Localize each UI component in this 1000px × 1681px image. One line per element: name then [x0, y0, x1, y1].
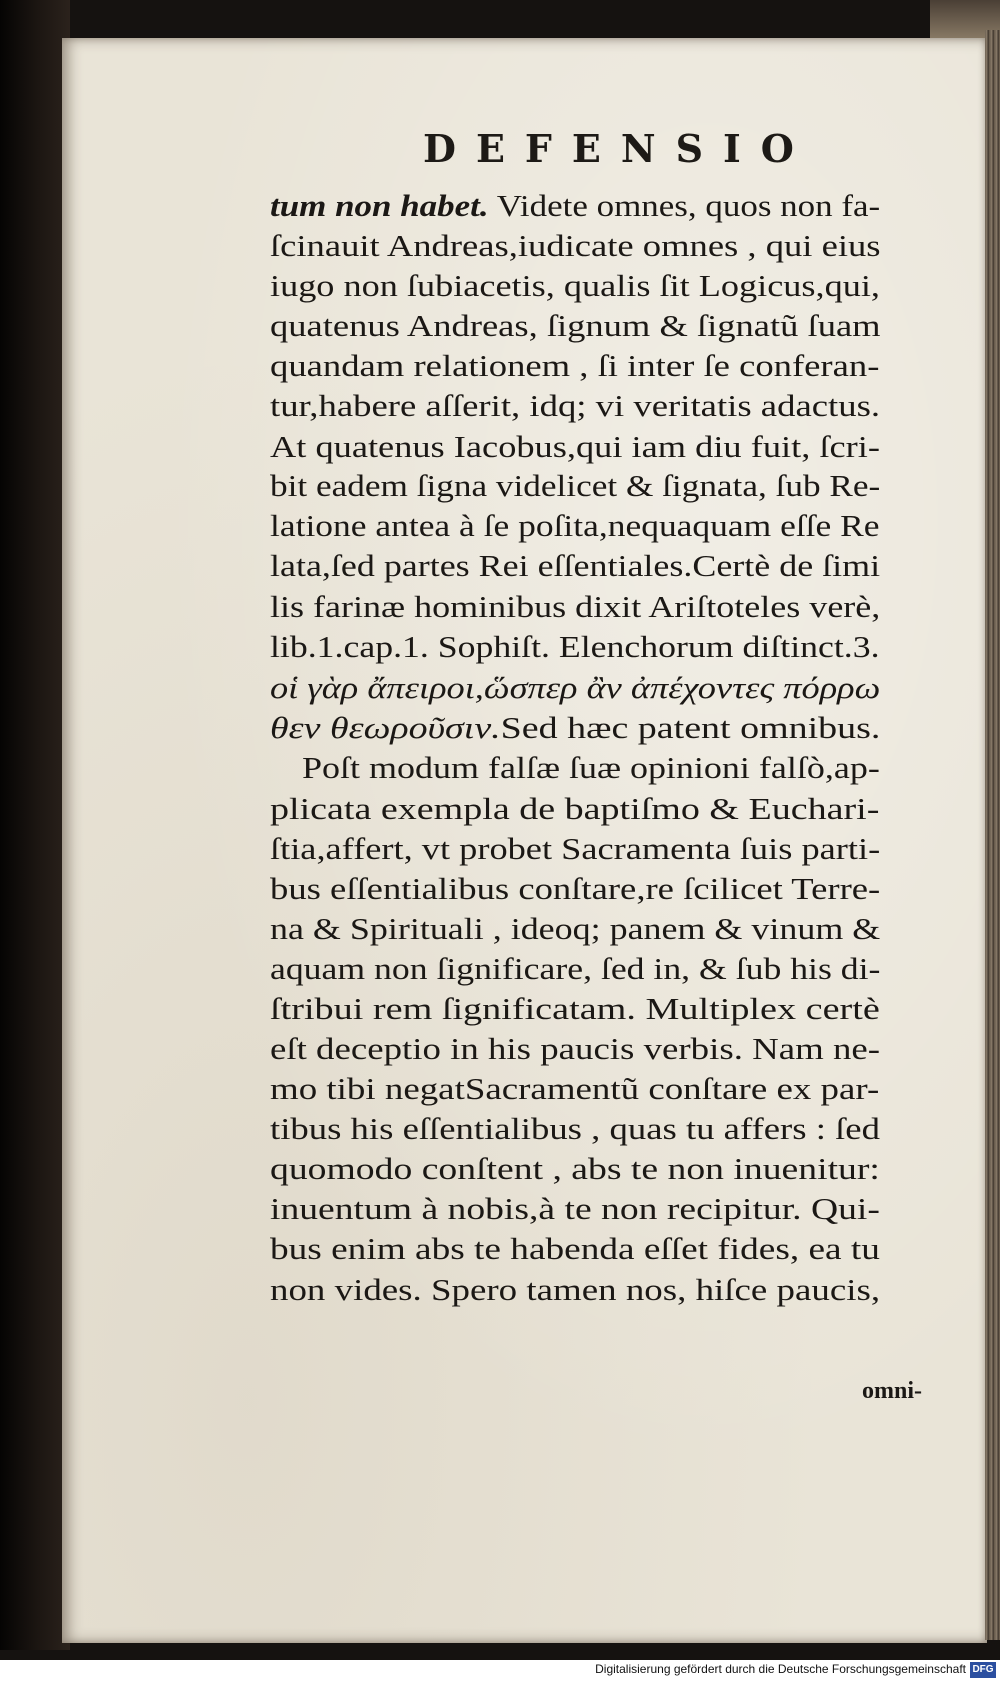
book-spine — [0, 0, 70, 1650]
text-line — [270, 506, 880, 546]
text-line — [270, 1149, 880, 1189]
credit-text: Digitalisierung gefördert durch die Deutsche Forschungsgemeinschaft — [595, 1662, 966, 1676]
line-text: plicata exempla de baptiſmo & Euchari- — [270, 791, 880, 826]
line-text: non vides. Spero tamen nos, hiſce paucis, — [270, 1272, 881, 1307]
text-line — [270, 466, 880, 506]
line-text: ſtia,affert, vt probet Sacramenta ſuis parti- — [270, 831, 881, 866]
line-text: eſt deceptio in his paucis verbis. Nam ne- — [270, 1031, 881, 1066]
text-line — [270, 1189, 880, 1229]
line-text: aquam non ſignificare, ſed in, & ſub his di- — [270, 951, 881, 986]
dfg-logo-icon: DFG — [970, 1662, 996, 1678]
text-line — [270, 989, 880, 1029]
running-head: DEFENSIO — [423, 126, 814, 171]
line-text: quatenus Andreas, ſignum & ſignatũ ſuam — [270, 308, 881, 343]
text-line — [270, 909, 880, 949]
line-text: quandam relationem , ſi inter ſe conferan- — [270, 348, 880, 383]
line-text: lata,ſed partes Rei eſſentiales.Certè de ſimi — [270, 548, 881, 583]
text-line — [270, 949, 880, 989]
text-line — [270, 1069, 879, 1109]
text-line — [270, 1109, 880, 1149]
catchword: omni- — [862, 1378, 922, 1404]
line-text: latione antea à ſe poſita,nequaquam eſſe Re — [270, 508, 880, 543]
line-lead-in: tum non habet. — [270, 188, 489, 223]
line-text: bus eſſentialibus conſtare,re ſcilicet Terre- — [270, 871, 881, 906]
text-line — [302, 748, 880, 788]
text-line — [270, 708, 880, 748]
text-line — [270, 587, 880, 627]
text-line — [270, 1029, 880, 1069]
line-text: bit eadem ſigna videlicet & ſignata, ſub Re- — [270, 468, 881, 503]
line-text: Poſt modum falſæ ſuæ opinioni falſò,ap- — [302, 750, 880, 785]
line-text: ſtribui rem ſignificatam. Multiplex certè — [270, 991, 880, 1026]
text-line — [270, 427, 880, 467]
line-text: lib.1.cap.1. Sophiſt. Elenchorum diſtinct.3. — [270, 629, 880, 664]
line-text: quomodo conſtent , abs te non inuenitur: — [270, 1151, 880, 1186]
line-text: Videte omnes, quos non fa- — [488, 188, 881, 223]
text-line — [270, 1270, 880, 1310]
text-line — [270, 386, 880, 426]
text-line — [270, 266, 880, 306]
text-line — [270, 829, 880, 869]
line-text: bus enim abs te habenda eſſet fides, ea tu — [270, 1231, 880, 1266]
line-text: mo tibi negatSacramentũ conſtare ex par- — [270, 1071, 880, 1106]
text-line — [270, 306, 881, 346]
text-line — [270, 668, 880, 708]
line-text: ſcinauit Andreas,iudicate omnes , qui eius — [270, 228, 881, 263]
text-line — [270, 186, 880, 226]
text-line — [270, 346, 879, 386]
page-edges — [985, 30, 1000, 1640]
line-text: At quatenus Iacobus,qui iam diu fuit, ſcri- — [270, 429, 880, 464]
text-line — [270, 546, 880, 586]
line-text: lis farinæ hominibus dixit Ariſtoteles verè, — [270, 589, 881, 624]
text-line — [270, 1229, 880, 1269]
line-text: iugo non ſubiacetis, qualis ſit Logicus,qui, — [270, 268, 880, 303]
greek-text: θεν θεωροῦσιν. — [270, 710, 501, 745]
text-line — [270, 869, 880, 909]
line-text: Sed hæc patent omnibus. — [500, 710, 881, 745]
line-text: tibus his eſſentialibus , quas tu affers : ſed — [270, 1111, 880, 1146]
line-text: na & Spirituali , ideoq; panem & vinum & — [270, 911, 881, 946]
line-text: tur,habere aſſerit, idq; vi veritatis adactus. — [270, 388, 881, 423]
credit-bar — [0, 1660, 1000, 1681]
text-line — [270, 226, 881, 266]
greek-text: οἱ γὰρ ἄπειροι,ὥσπερ ἂν ἀπέχοντες πόρρω — [270, 670, 881, 705]
text-line — [270, 627, 880, 667]
line-text: inuentum à nobis,à te non recipitur. Qui- — [270, 1191, 880, 1226]
text-line — [270, 789, 879, 829]
